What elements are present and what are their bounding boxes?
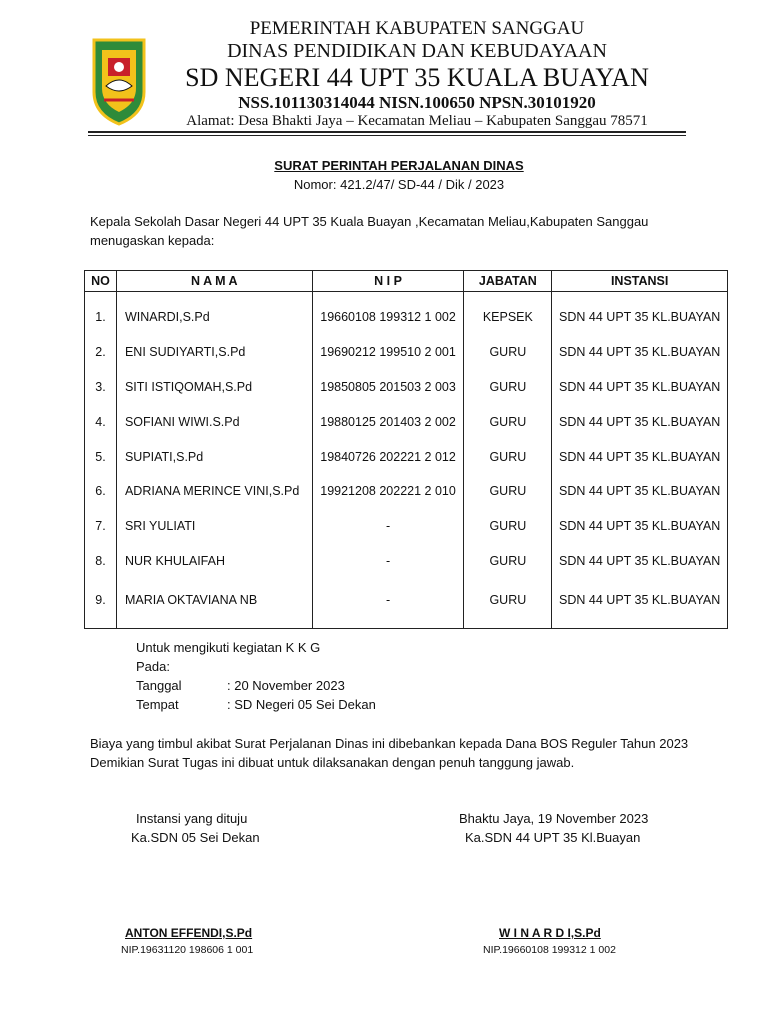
cell-no: 5. <box>85 439 117 474</box>
cell-nip: 19850805 201503 2 003 <box>312 370 464 405</box>
cell-jabatan: GURU <box>464 509 552 544</box>
cell-instansi: SDN 44 UPT 35 KL.BUAYAN <box>552 404 728 439</box>
cell-nama: SITI ISTIQOMAH,S.Pd <box>116 370 312 405</box>
tempat-value: : SD Negeri 05 Sei Dekan <box>227 697 376 712</box>
biaya-line-1: Biaya yang timbul akibat Surat Perjalanan Dinas ini dibebankan kepada Dana BOS Reguler Tahun 2023 <box>90 736 689 751</box>
tempat-label: Tempat <box>136 697 179 712</box>
cell-nama: SRI YULIATI <box>116 509 312 544</box>
cell-instansi: SDN 44 UPT 35 KL.BUAYAN <box>552 439 728 474</box>
cell-nip: - <box>312 509 464 544</box>
cell-nip: - <box>312 544 464 579</box>
cell-jabatan: KEPSEK <box>464 292 552 335</box>
kegiatan-pada: Pada: <box>136 659 170 674</box>
table-row <box>85 509 728 544</box>
header-no: NO <box>85 271 117 292</box>
cell-jabatan: GURU <box>464 439 552 474</box>
cell-jabatan: GURU <box>464 474 552 509</box>
table-row <box>85 404 728 439</box>
table-row <box>85 335 728 370</box>
sign-right-nip: NIP.19660108 199312 1 002 <box>483 944 616 956</box>
tanggal-value: : 20 November 2023 <box>227 678 345 693</box>
cell-nama: MARIA OKTAVIANA NB <box>116 578 312 629</box>
cell-nip: 19660108 199312 1 002 <box>312 292 464 335</box>
cell-nip: - <box>312 578 464 629</box>
cell-no: 3. <box>85 370 117 405</box>
cell-no: 9. <box>85 578 117 629</box>
cell-nip: 19840726 202221 2 012 <box>312 439 464 474</box>
sign-left-line-1: Instansi yang dituju <box>136 811 248 826</box>
cell-no: 4. <box>85 404 117 439</box>
cell-instansi: SDN 44 UPT 35 KL.BUAYAN <box>552 335 728 370</box>
intro-line-1: Kepala Sekolah Dasar Negeri 44 UPT 35 Kuala Buayan ,Kecamatan Meliau,Kabupaten Sanggau <box>90 214 649 229</box>
cell-instansi: SDN 44 UPT 35 KL.BUAYAN <box>552 509 728 544</box>
kegiatan-line: Untuk mengikuti kegiatan K K G <box>136 640 321 655</box>
table-row <box>85 292 728 335</box>
table-row <box>85 439 728 474</box>
cell-nip: 19921208 202221 2 010 <box>312 474 464 509</box>
document-title: SURAT PERINTAH PERJALANAN DINAS <box>274 158 524 173</box>
cell-nama: SOFIANI WIWI.S.Pd <box>116 404 312 439</box>
kop-school-name: SD NEGERI 44 UPT 35 KUALA BUAYAN <box>185 63 649 92</box>
table-header-row <box>85 271 728 292</box>
cell-nip: 19690212 199510 2 001 <box>312 335 464 370</box>
cell-instansi: SDN 44 UPT 35 KL.BUAYAN <box>552 292 728 335</box>
kop-school-ids: NSS.101130314044 NISN.100650 NPSN.30101920 <box>238 93 596 112</box>
cell-no: 1. <box>85 292 117 335</box>
header-nip: N I P <box>312 271 464 292</box>
letterhead-rule-thin <box>88 135 686 136</box>
cell-no: 8. <box>85 544 117 579</box>
table-row <box>85 370 728 405</box>
sign-right-line-2: Ka.SDN 44 UPT 35 Kl.Buayan <box>465 830 641 845</box>
kop-department: DINAS PENDIDIKAN DAN KEBUDAYAAN <box>227 40 607 62</box>
sanggau-regency-emblem <box>90 34 148 126</box>
sign-left-name: ANTON EFFENDI,S.Pd <box>125 926 253 940</box>
cell-no: 6. <box>85 474 117 509</box>
assignee-table <box>84 270 728 629</box>
cell-no: 7. <box>85 509 117 544</box>
sign-right-name: W I N A R D I,S.Pd <box>499 926 601 940</box>
kop-government: PEMERINTAH KABUPATEN SANGGAU <box>249 18 585 39</box>
cell-nama: WINARDI,S.Pd <box>116 292 312 335</box>
cell-instansi: SDN 44 UPT 35 KL.BUAYAN <box>552 578 728 629</box>
cell-jabatan: GURU <box>464 370 552 405</box>
cell-nama: SUPIATI,S.Pd <box>116 439 312 474</box>
biaya-line-2: Demikian Surat Tugas ini dibuat untuk dilaksanakan dengan penuh tanggung jawab. <box>90 755 575 770</box>
cell-nip: 19880125 201403 2 002 <box>312 404 464 439</box>
cell-nama: ENI SUDIYARTI,S.Pd <box>116 335 312 370</box>
table-row <box>85 544 728 579</box>
cell-instansi: SDN 44 UPT 35 KL.BUAYAN <box>552 474 728 509</box>
header-jabatan: JABATAN <box>464 271 552 292</box>
cell-nama: ADRIANA MERINCE VINI,S.Pd <box>116 474 312 509</box>
cell-instansi: SDN 44 UPT 35 KL.BUAYAN <box>552 370 728 405</box>
tanggal-label: Tanggal <box>136 678 182 693</box>
document-number: Nomor: 421.2/47/ SD-44 / Dik / 2023 <box>293 177 505 192</box>
sign-left-line-2: Ka.SDN 05 Sei Dekan <box>131 830 260 845</box>
cell-jabatan: GURU <box>464 544 552 579</box>
cell-no: 2. <box>85 335 117 370</box>
cell-jabatan: GURU <box>464 335 552 370</box>
header-instansi: INSTANSI <box>552 271 728 292</box>
cell-nama: NUR KHULAIFAH <box>116 544 312 579</box>
cell-jabatan: GURU <box>464 404 552 439</box>
sign-left-nip: NIP.19631120 198606 1 001 <box>121 944 254 956</box>
table-row <box>85 474 728 509</box>
table-row <box>85 578 728 629</box>
kop-address: Alamat: Desa Bhakti Jaya – Kecamatan Meliau – Kabupaten Sanggau 78571 <box>186 113 648 129</box>
letterhead-rule-thick <box>88 131 686 133</box>
cell-instansi: SDN 44 UPT 35 KL.BUAYAN <box>552 544 728 579</box>
cell-jabatan: GURU <box>464 578 552 629</box>
sign-right-line-1: Bhaktu Jaya, 19 November 2023 <box>459 811 649 826</box>
intro-line-2: menugaskan kepada: <box>90 233 215 248</box>
header-nama: N A M A <box>116 271 312 292</box>
